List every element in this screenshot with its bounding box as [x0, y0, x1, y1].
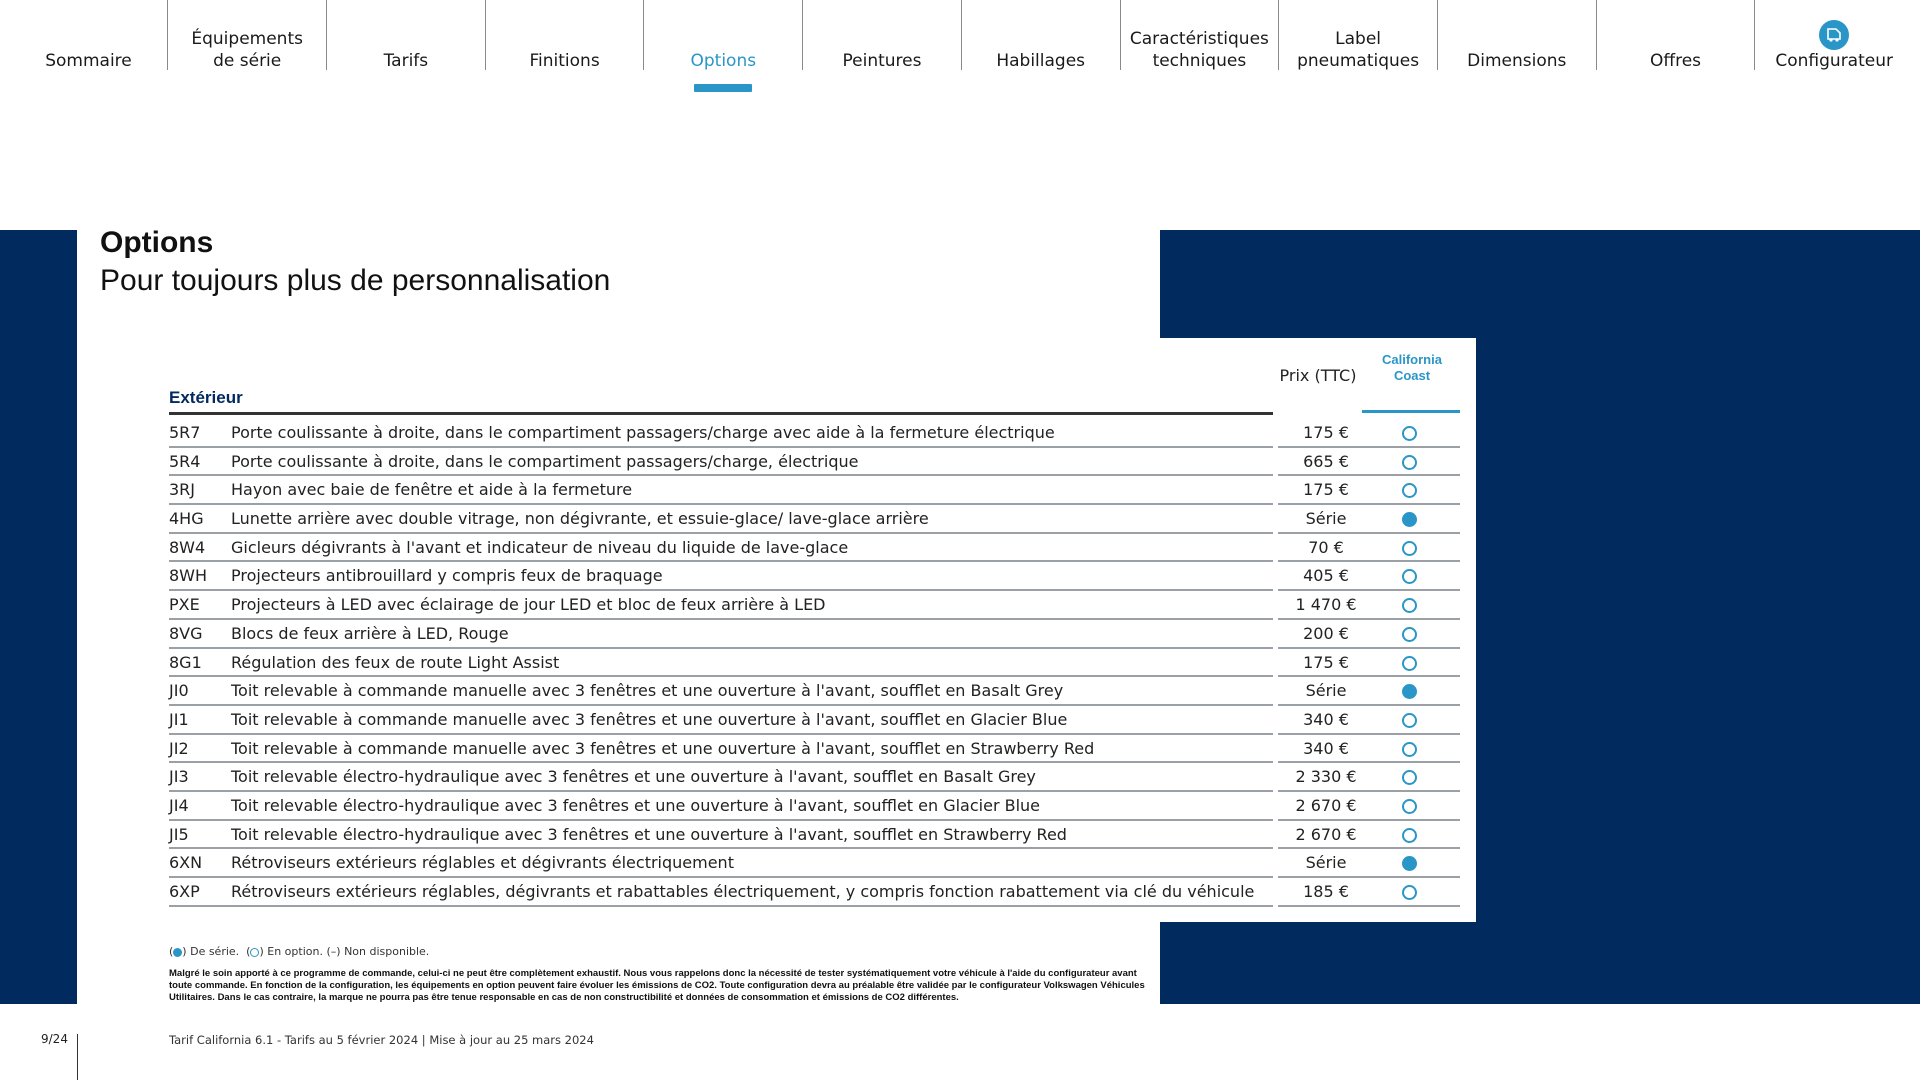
- option-code: JI5: [169, 824, 189, 844]
- nav-separator: [643, 0, 644, 70]
- nav-tab-label: Configurateur: [1775, 51, 1893, 71]
- option-price: 2 670 €: [1295, 795, 1357, 815]
- option-price: 175 €: [1303, 480, 1349, 500]
- nav-separator: [1437, 0, 1438, 70]
- option-description: Toit relevable électro-hydraulique avec 3 fenêtres et une ouverture à l'avant, soufflet en Glacier Blue: [231, 795, 1041, 815]
- option-code: 5R7: [169, 423, 201, 442]
- option-circle-icon: [1402, 426, 1417, 441]
- option-code: 3RJ: [169, 480, 196, 500]
- nav-tab-offres[interactable]: [1596, 0, 1755, 74]
- option-circle-icon: [1402, 627, 1417, 642]
- table-row: [169, 878, 1461, 907]
- nav-tab-label: Finitions: [529, 51, 600, 71]
- nav-separator: [802, 0, 803, 70]
- option-price: Série: [1305, 509, 1347, 529]
- option-description: Projecteurs à LED avec éclairage de jour LED et bloc de feux arrière à LED: [231, 595, 826, 615]
- van-icon[interactable]: [1819, 20, 1849, 50]
- option-price: 2 330 €: [1295, 767, 1357, 787]
- option-price: Série: [1305, 681, 1347, 701]
- nav-separator: [167, 0, 168, 70]
- price-column-header: Prix (TTC): [1279, 366, 1357, 385]
- option-price: 185 €: [1303, 882, 1349, 901]
- option-price: 175 €: [1303, 652, 1349, 672]
- nav-tab-tarifs[interactable]: [326, 0, 485, 74]
- option-circle-icon: [1402, 770, 1417, 785]
- nav-tab-peintures[interactable]: [803, 0, 962, 74]
- nav-separator: [1754, 0, 1755, 70]
- option-code: JI1: [169, 709, 189, 729]
- option-price: 340 €: [1303, 709, 1349, 729]
- nav-tab-label: Options: [690, 51, 757, 71]
- model-header-line2: Coast: [1393, 368, 1431, 383]
- option-description: Projecteurs antibrouillard y compris feux de braquage: [231, 566, 663, 586]
- legend-standard: De série.: [190, 945, 240, 958]
- model-header-line1: California: [1382, 352, 1442, 367]
- nav-tab-equipements[interactable]: [168, 0, 327, 74]
- option-code: JI2: [169, 738, 189, 758]
- option-description: Porte coulissante à droite, dans le compartiment passagers/charge, électrique: [231, 451, 859, 471]
- option-circle-icon: [1402, 656, 1417, 671]
- option-circle-icon: [1402, 828, 1417, 843]
- option-description: Toit relevable à commande manuelle avec 3 fenêtres et une ouverture à l'avant, soufflet en Basalt Grey: [231, 681, 1064, 701]
- nav-tab-label: Dimensions: [1467, 51, 1567, 71]
- table-row: [169, 849, 1461, 878]
- option-circle-icon: [1402, 455, 1417, 470]
- table-row: [169, 649, 1461, 678]
- nav-tab-label: Offres: [1649, 51, 1702, 71]
- disclaimer: Malgré le soin apporté à ce programme de commande, celui-ci ne peut être complètement exhaustif. Nous vous rappelons donc la nécessité de tester systématiquement votre véhicule à l'aide du configurateur avant toute commande. En fonction de la configuration, les équipements en option peuvent faire évoluer les émissions de CO2. Toute configuration devra au préalable être validée par le configurateur Volkswagen Véhicules Utilitaires. Dans le cas contraire, la marque ne pourra pas être tenue responsable en cas de non constructibilité et données de consommation et émissions de CO2 différentes.: [169, 968, 1145, 1003]
- option-code: JI4: [169, 795, 189, 815]
- option-price: 200 €: [1303, 623, 1349, 643]
- option-code: 6XP: [169, 882, 200, 901]
- page-number: 9/24: [41, 1032, 68, 1046]
- option-circle-icon: [1402, 885, 1417, 900]
- legend-unavailable: Non disponible.: [344, 945, 430, 958]
- row-divider: [169, 905, 1273, 907]
- top-navigation: [0, 0, 1920, 100]
- nav-tab-habillages[interactable]: [961, 0, 1120, 74]
- section-title: Extérieur: [169, 388, 243, 407]
- nav-tab-label: Caractéristiques techniques: [1129, 29, 1269, 71]
- row-divider: [1362, 905, 1460, 907]
- option-circle-icon: [1402, 742, 1417, 757]
- option-code: 8G1: [169, 652, 202, 672]
- option-code: 8W4: [169, 537, 206, 557]
- legend-option: En option.: [267, 945, 323, 958]
- option-description: Rétroviseurs extérieurs réglables, dégivrants et rabattables électriquement, y compris fonction rabattement via clé du véhicule: [231, 882, 1255, 901]
- legend: ( ) De série. ( ) En option. (–) Non disponible.: [169, 945, 430, 958]
- option-code: PXE: [169, 595, 200, 615]
- left-blue-band: [0, 230, 77, 1004]
- option-description: Blocs de feux arrière à LED, Rouge: [231, 623, 509, 643]
- standard-dot-icon: [1402, 856, 1417, 871]
- active-tab-indicator: [694, 84, 752, 92]
- option-price: 340 €: [1303, 738, 1349, 758]
- option-circle-icon: [250, 948, 259, 957]
- nav-tab-label: Peintures: [842, 51, 922, 71]
- table-row: [169, 505, 1461, 534]
- table-row: [169, 677, 1461, 706]
- table-row: [169, 562, 1461, 591]
- table-row: [169, 792, 1461, 821]
- option-price: 405 €: [1303, 566, 1349, 586]
- option-description: Lunette arrière avec double vitrage, non dégivrante, et essuie-glace/ lave-glace arrière: [231, 509, 929, 529]
- section-divider: [169, 412, 1273, 415]
- option-price: 665 €: [1303, 451, 1349, 471]
- option-circle-icon: [1402, 541, 1417, 556]
- nav-separator: [1596, 0, 1597, 70]
- nav-separator: [326, 0, 327, 70]
- legend-unavailable-mark: (–): [326, 945, 341, 958]
- option-code: 8VG: [169, 623, 203, 643]
- page-title: Options: [100, 226, 214, 259]
- footer-text: Tarif California 6.1 - Tarifs au 5 février 2024 | Mise à jour au 25 mars 2024: [169, 1033, 594, 1047]
- option-description: Régulation des feux de route Light Assist: [231, 652, 560, 672]
- nav-tab-label: Tarifs: [383, 51, 429, 71]
- table-row: [169, 476, 1461, 505]
- table-row: [169, 419, 1461, 448]
- option-description: Toit relevable électro-hydraulique avec 3 fenêtres et une ouverture à l'avant, soufflet en Strawberry Red: [231, 824, 1067, 844]
- nav-tab-label-pneumatiques[interactable]: [1279, 0, 1438, 74]
- option-description: Porte coulissante à droite, dans le compartiment passagers/charge avec aide à la fermeture électrique: [231, 423, 1055, 442]
- table-row: [169, 763, 1461, 792]
- standard-dot-icon: [173, 948, 182, 957]
- option-price: 70 €: [1308, 537, 1344, 557]
- table-row: [169, 706, 1461, 735]
- option-price: Série: [1305, 853, 1347, 873]
- option-circle-icon: [1402, 713, 1417, 728]
- option-code: 6XN: [169, 853, 203, 873]
- option-description: Rétroviseurs extérieurs réglables et dégivrants électriquement: [231, 853, 734, 873]
- nav-separator: [485, 0, 486, 70]
- model-header-underline: [1362, 410, 1460, 413]
- option-code: 8WH: [169, 566, 208, 586]
- option-code: 5R4: [169, 451, 201, 471]
- nav-tab-label: Équipements de série: [191, 29, 303, 71]
- option-code: JI3: [169, 767, 189, 787]
- nav-tab-dimensions[interactable]: [1437, 0, 1596, 74]
- option-code: JI0: [169, 681, 189, 701]
- option-circle-icon: [1402, 483, 1417, 498]
- option-description: Gicleurs dégivrants à l'avant et indicateur de niveau du liquide de lave-glace: [231, 537, 849, 557]
- nav-tab-finitions[interactable]: [485, 0, 644, 74]
- standard-dot-icon: [1402, 684, 1417, 699]
- table-row: [169, 821, 1461, 850]
- option-code: 4HG: [169, 509, 204, 529]
- table-row: [169, 735, 1461, 764]
- table-row: [169, 620, 1461, 649]
- option-price: 175 €: [1303, 423, 1349, 442]
- option-circle-icon: [1402, 598, 1417, 613]
- row-divider: [1278, 905, 1366, 907]
- nav-separator: [1278, 0, 1279, 70]
- option-circle-icon: [1402, 569, 1417, 584]
- table-row: [169, 448, 1461, 477]
- model-column-header: [1362, 352, 1462, 384]
- option-price: 2 670 €: [1295, 824, 1357, 844]
- option-circle-icon: [1402, 799, 1417, 814]
- nav-tab-label: Sommaire: [45, 51, 132, 71]
- option-price: 1 470 €: [1295, 595, 1357, 615]
- nav-tab-caracteristiques[interactable]: [1120, 0, 1279, 74]
- nav-tab-label: Habillages: [996, 51, 1086, 71]
- nav-separator: [961, 0, 962, 70]
- option-description: Toit relevable à commande manuelle avec 3 fenêtres et une ouverture à l'avant, soufflet en Strawberry Red: [231, 738, 1095, 758]
- nav-separator: [1120, 0, 1121, 70]
- option-description: Hayon avec baie de fenêtre et aide à la fermeture: [231, 480, 633, 500]
- option-description: Toit relevable électro-hydraulique avec 3 fenêtres et une ouverture à l'avant, soufflet en Basalt Grey: [231, 767, 1036, 787]
- nav-tab-sommaire[interactable]: [9, 0, 168, 74]
- page-subtitle: Pour toujours plus de personnalisation: [100, 264, 611, 297]
- option-description: Toit relevable à commande manuelle avec 3 fenêtres et une ouverture à l'avant, soufflet en Glacier Blue: [231, 709, 1068, 729]
- footer-separator: [77, 1034, 78, 1080]
- nav-tab-label: Label pneumatiques: [1297, 29, 1420, 71]
- nav-tab-options[interactable]: [644, 0, 803, 74]
- standard-dot-icon: [1402, 512, 1417, 527]
- options-table: [169, 419, 1461, 907]
- table-row: [169, 591, 1461, 620]
- table-row: [169, 534, 1461, 563]
